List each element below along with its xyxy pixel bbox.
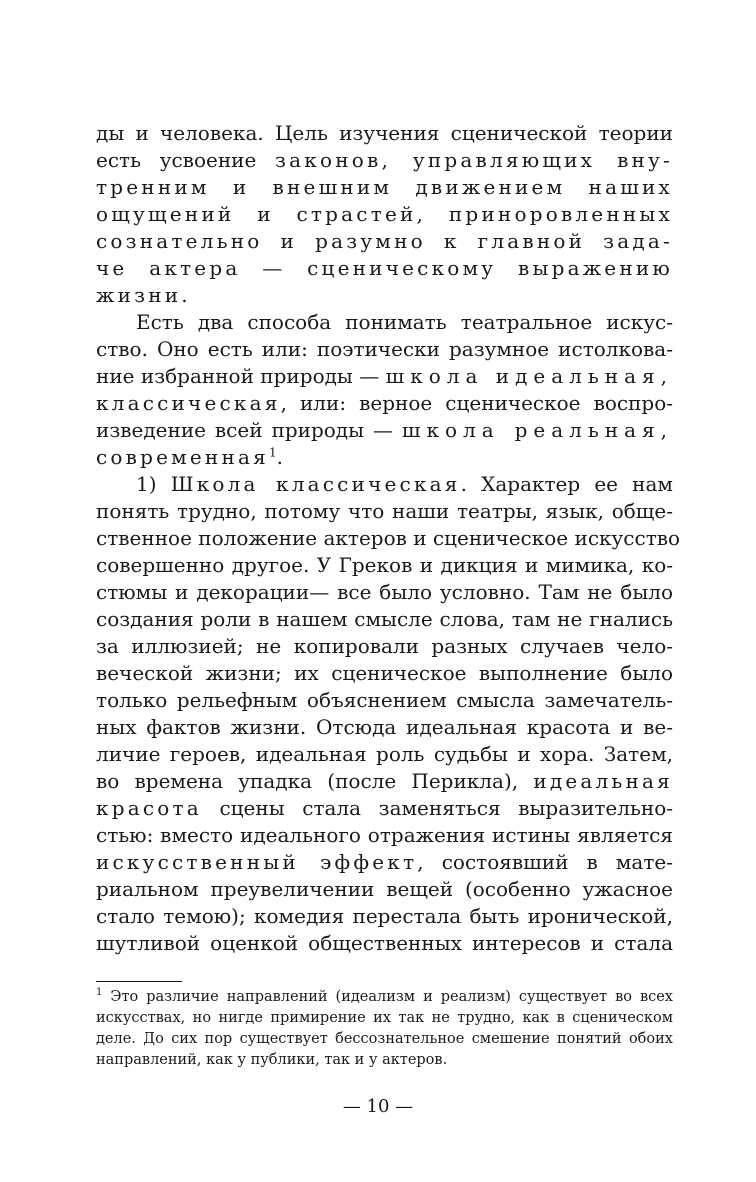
emphasized-text: Школа классическая <box>170 472 461 496</box>
body-line: шутливой оценкой общественных интересов и стала <box>96 931 673 955</box>
body-line: изведение всей природы — школа реальная, <box>96 418 673 442</box>
emphasized-text: школа идеальная, <box>385 364 673 388</box>
page-number: — 10 — <box>342 1096 414 1117</box>
footnote-separator <box>96 981 182 982</box>
body-line: че актера — сценическому выражению <box>96 256 673 280</box>
emphasized-text: красота <box>96 796 202 820</box>
body-line: современная$^1$. <box>96 445 283 469</box>
body-line: создания роли в нашем смысле слова, там не гнались <box>96 607 673 631</box>
body-line: ние избранной природы — школа идеальная, <box>96 364 673 388</box>
emphasized-text: идеальная <box>533 769 673 793</box>
body-line: ощущений и страстей, приноровленных <box>96 202 673 226</box>
body-line: красота сцены стала заменяться выразительно- <box>96 796 673 820</box>
body-line: искусственный эффект, состоявший в мате- <box>96 850 673 874</box>
body-line: жизни. <box>96 283 191 307</box>
body-line: ных фактов жизни. Отсюда идеальная красота и ве- <box>96 715 673 739</box>
body-line: стюмы и декорации— все было условно. Там не было <box>96 580 673 604</box>
footnote-line: искусствах, но нигде примирение их так не трудно, как в сценическом <box>96 1010 673 1026</box>
body-line: веческой жизни; их сценическое выполнение было <box>96 661 673 685</box>
body-line: тренним и внешним движением наших <box>96 175 673 199</box>
body-line: стало темою); комедия перестала быть иронической, <box>96 904 673 928</box>
footnote-line: деле. До сих пор существует бессознательное смешение понятий обоих <box>96 1031 673 1047</box>
body-line: понять трудно, потому что наши театры, язык, обще- <box>96 499 673 523</box>
body-line: совершенно другое. У Греков и дикция и мимика, ко- <box>96 553 673 577</box>
body-line: ство. Оно есть или: поэтически разумное истолкова- <box>96 337 673 361</box>
body-line: есть усвоение законов, управляющих вну- <box>96 148 673 172</box>
footnote-line: направлений, как у публики, так и у актеров. <box>96 1052 448 1068</box>
emphasized-text: искусственный эффект <box>96 850 418 874</box>
body-line: за иллюзией; не копировали разных случаев чело- <box>96 634 673 658</box>
emphasized-text: современная <box>96 445 269 469</box>
body-line: сознательно и разумно к главной зада- <box>96 229 673 253</box>
body-line: только рельефным объяснением смысла замечатель- <box>96 688 673 712</box>
body-line: ды и человека. Цель изучения сценической теории <box>96 121 673 145</box>
body-line: классическая, или: верное сценическое воспро- <box>96 391 673 415</box>
emphasized-text: школа реальная, <box>401 418 673 442</box>
footnote-line: $^1$ Это различие направлений (идеализм и реализм) существует во всех <box>96 987 673 1005</box>
body-line: во времена упадка (после Перикла), идеальная <box>96 769 673 793</box>
emphasized-text: классическая <box>96 391 281 415</box>
body-line: 1) Школа классическая. Характер ее нам <box>136 472 673 496</box>
body-line: ственное положение актеров и сценическое искусство <box>96 526 681 550</box>
footnote-reference[interactable]: 1 <box>268 445 277 460</box>
body-line: Есть два способа понимать театральное искус- <box>136 310 673 334</box>
body-line: риальном преувеличении вещей (особенно ужасное <box>96 877 673 901</box>
body-line: личие героев, идеальная роль судьбы и хора. Затем, <box>96 742 673 766</box>
footnote-number: 1 <box>96 987 103 999</box>
body-line: стью: вместо идеального отражения истины является <box>96 823 673 847</box>
